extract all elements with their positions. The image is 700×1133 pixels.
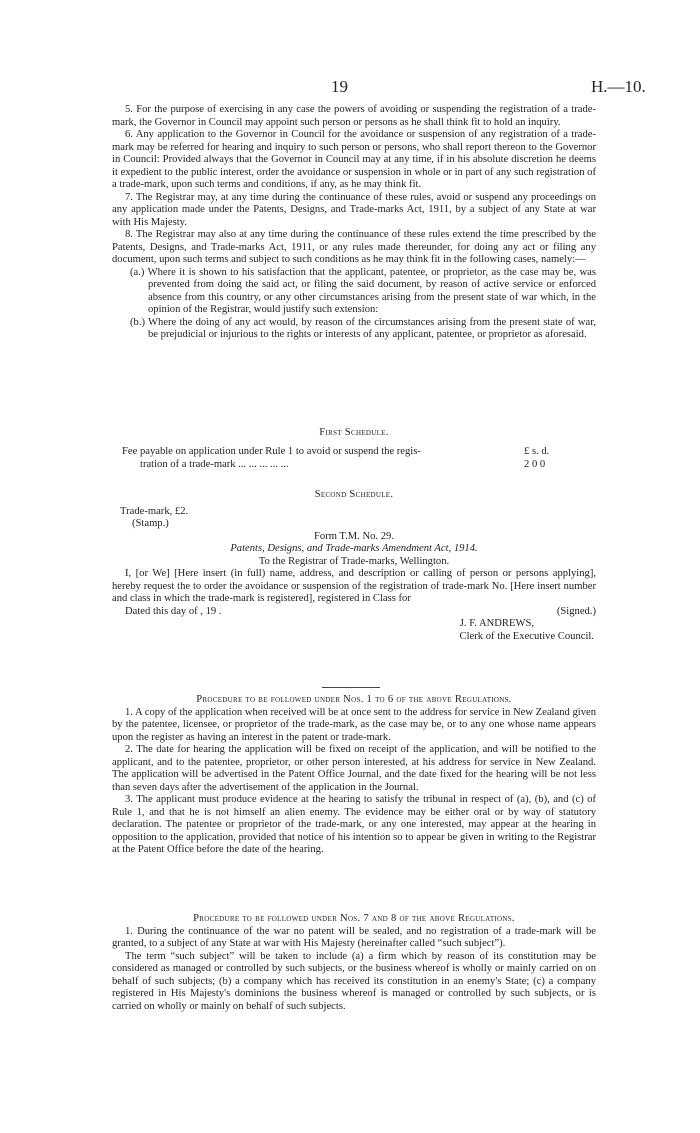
act-title: Patents, Designs, and Trade-marks Amendment Act, 1914. — [230, 543, 478, 554]
trade-mark-fee: Trade-mark, £2. — [120, 505, 189, 517]
fee-line-1: Fee payable on application under Rule 1 to avoid or suspend the regis- — [122, 445, 421, 457]
fee-line-2: tration of a trade-mark ... ... ... ... ... — [140, 458, 289, 470]
rules-section — [112, 104, 596, 342]
signatory-name: J. F. ANDREWS, — [459, 618, 534, 629]
procedure-1-para-3: 3. The applicant must produce evidence at the hearing to satisfy the tribunal in respect of (a), (b), and (c) of Rule 1, and that he is not himself an alien enemy. The evidence may be either oral or by way of statutory declaration. The patentee or proprietor of the trade-mark, or any one interested, may appear at the hearing in opposition to the application, provided that notice of his intention so to appear be given in writing to the Registrar at the Patent Office before the date of the hearing. — [112, 794, 596, 855]
signatory-title: Clerk of the Executive Council. — [459, 630, 594, 642]
procedure-2-title: Procedure to be followed under Nos. 7 and 8 of the above Regulations. — [193, 913, 515, 924]
rule-5: 5. For the purpose of exercising in any case the powers of avoiding or suspending the registration of a trade-mark, the Governor in Council may appoint such person or persons as he shall think fit to hold an inquiry. — [112, 104, 596, 128]
fee-row — [112, 446, 596, 459]
fee-amount: 2 0 0 — [524, 458, 546, 470]
procedure-2-para-1: 1. During the continuance of the war no patent will be sealed, and no registration of a trade-mark will be granted, to a subject of any State at war with His Majesty (hereinafter called “such subject”). — [112, 925, 596, 949]
dated-text: Dated this day of , 19 . — [125, 605, 222, 617]
currency-header: £ s. d. — [524, 445, 550, 457]
rule-7: 7. The Registrar may, at any time during the continuance of these rules, avoid or suspend any proceedings on any application made under the Patents, Designs, and Trade-marks Act, 1911, by a subject of any State at war with His Majesty. — [112, 191, 596, 228]
signed-label: (Signed.) — [556, 605, 596, 617]
page-number: 19 — [331, 77, 348, 96]
second-schedule-title: Second Schedule. — [314, 489, 394, 500]
fee-row-2 — [112, 459, 596, 472]
document-reference: H.—10. — [591, 77, 646, 96]
procedure-1-para-2: 2. The date for hearing the application will be fixed on receipt of the application, and will be notified to the applicant, and to the patentee, proprietor, or other person interested, at his address for service in New Zealand. The application will be advertised in the Patent Office Journal, and the date fixed for the hearing will be not less than seven days after the advertisement of the application in the Journal. — [112, 744, 596, 793]
first-schedule-title: First Schedule. — [319, 427, 389, 438]
procedure-2-para-2: The term “such subject” will be taken to include (a) a firm which by reason of its constitution may be considered as managed or controlled by such subjects, or the business whereof is wholly or mainly carried on on behalf of such subjects; (b) a company which has received its constitution in an enemy's State; (c) a company registered in His Majesty's dominions the business whereof is managed or controlled by such subjects, or is carried on wholly or mainly on behalf of such subjects. — [112, 950, 596, 1012]
procedure-1-para-1: 1. A copy of the application when received will be at once sent to the address for service in New Zealand given by the patentee, licensee, or proprietor of the trade-mark, as the case may be, or to any one whose name appears upon the register as having an interest in the patent or trade-mark. — [112, 706, 596, 743]
dated-line — [112, 606, 596, 619]
stamp-label: (Stamp.) — [132, 518, 169, 529]
rule-8-item-a: (a.) Where it is shown to his satisfaction that the applicant, patentee, or proprietor, as the case may be, was prevented from doing the said act, or filing the said document, by reason of active service or enforced absence from this country, or any other circumstances arising from the present state of war which, in the opinion of the Registrar, would justify such extension: — [130, 266, 596, 315]
rule-8-item-b: (b.) Where the doing of any act would, by reason of the circumstances arising from the present state of war, be prejudicial or injurious to the rights or interests of any applicant, patentee, or proprietor as aforesaid. — [130, 316, 596, 340]
form-number: Form T.M. No. 29. — [314, 530, 394, 542]
section-divider — [322, 687, 380, 688]
rule-8: 8. The Registrar may also at any time during the continuance of these rules extend the time prescribed by the Patents, Designs, and Trade-marks Act, 1911, or any rules made thereunder, for doing any act or filing any document, upon such terms and subject to such conditions as he may think fit in the following cases, namely:— — [112, 229, 596, 265]
procedure-1-title: Procedure to be followed under Nos. 1 to 6 of the above Regulations. — [196, 694, 512, 705]
first-schedule — [112, 427, 596, 472]
procedure-section-2 — [112, 913, 596, 1013]
procedure-section-1 — [112, 694, 596, 857]
request-body: I, [or We] [Here insert (in full) name, address, and description or calling of person or persons applying], hereby request the to order the avoidance or suspension of the registration of trade-mark No. [Here insert number and class in which the trade-mark is registered], registered in Class for — [112, 568, 596, 604]
rule-6: 6. Any application to the Governor in Council for the avoidance or suspension of any registration of a trade-mark may be referred for hearing and inquiry to such person or persons, who shall report thereon to the Governor in Council: Provided always that the Governor in Council may at any time, if in his absolute discretion he deems it expedient to the public interest, order the avoidance or suspension in whole or in part of any such registration of a trade-mark, upon such terms and conditions, if any, as he may think fit. — [112, 129, 596, 190]
addressee: To the Registrar of Trade-marks, Wellington. — [258, 555, 450, 567]
second-schedule — [112, 489, 596, 643]
